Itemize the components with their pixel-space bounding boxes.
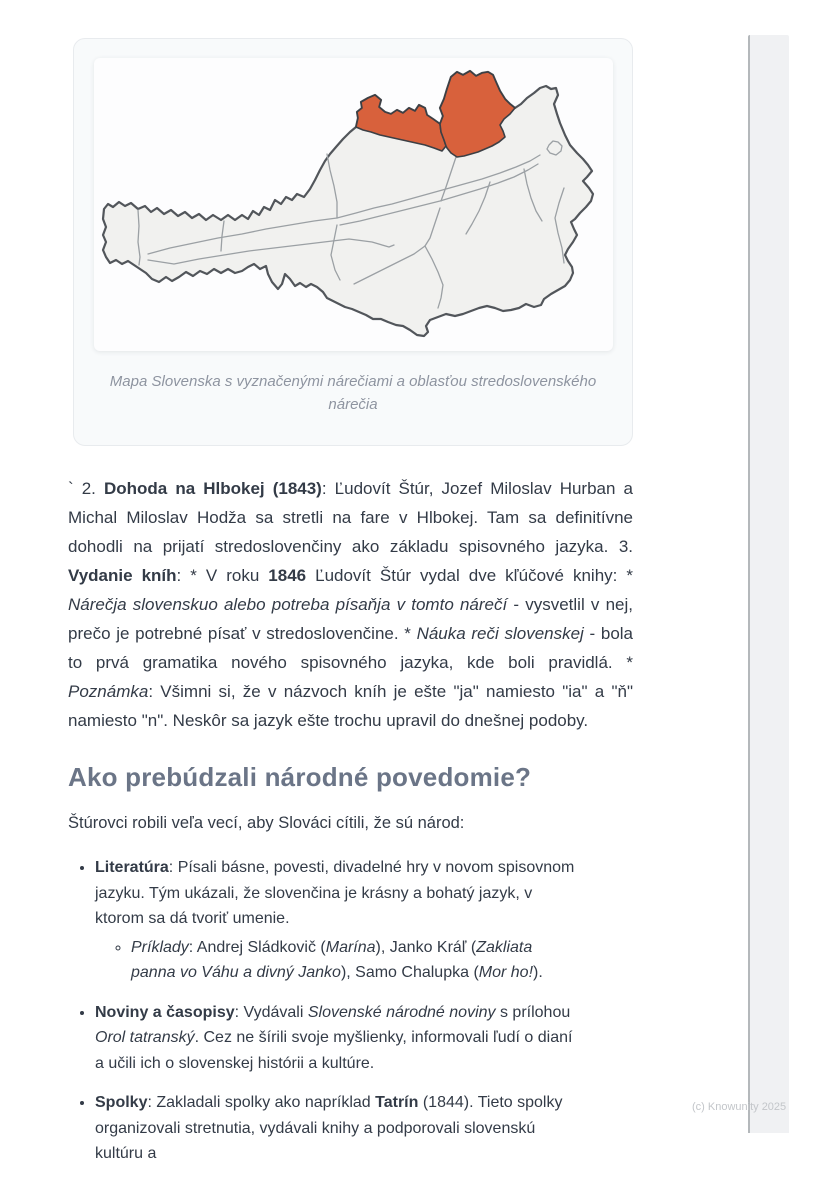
list-item-text: Spolky: Zakladali spolky ako napríklad Tatrín (1844). Tieto spolky organizovali stretnutia, vydávali knihy a podporovali slovenskú kultúru a	[95, 1094, 563, 1162]
list-subitem-text: Príklady: Andrej Sládkovič (Marína), Janko Kráľ (Zakliata panna vo Váhu a divný Janko), Samo Chalupka (Mor ho!).	[131, 938, 543, 981]
map-caption: Mapa Slovenska s vyznačenými nárečiami a oblasťou stredoslovenského nárečia	[109, 373, 597, 413]
section-heading: Ako prebúdzali národné povedomie?	[68, 762, 532, 792]
list-item-text: Noviny a časopisy: Vydávali Slovenské národné noviny s prílohou Orol tatranský. Cez ne šírili svoje myšlienky, informovali ľudí o dianí a učili ich o slovenskej histórii a kultúre.	[95, 1003, 573, 1072]
austria-dialect-map	[94, 58, 613, 351]
list-subitem-priklady	[131, 935, 577, 986]
page-edge-scrollbar[interactable]	[748, 35, 789, 1133]
article-content	[68, 474, 633, 1181]
map-figure-card	[73, 38, 633, 446]
map-country-outline	[103, 71, 593, 336]
list-item-noviny	[95, 1000, 577, 1077]
intro-paragraph: Štúrovci robili veľa vecí, aby Slováci cítili, že sú národ:	[68, 814, 465, 832]
list-item-spolky	[95, 1090, 577, 1167]
activities-list	[68, 855, 633, 1167]
map-image-panel	[94, 58, 613, 351]
copyright-watermark: (c) Knowunity 2025	[692, 1101, 787, 1113]
list-item-literatura	[95, 855, 577, 986]
examples-sublist	[95, 935, 577, 986]
paragraph-stur-books: ` 2. Dohoda na Hlbokej (1843): Ľudovít Štúr, Jozef Miloslav Hurban a Michal Miloslav Hodža sa stretli na fare v Hlbokej. Tam sa definitívne dohodli na prijatí stredoslovenčiny ako základu spisovného jazyka. 3. Vydanie kníh: * V roku 1846 Ľudovít Štúr vydal dve kľúčové knihy: * Nárečja slovenskuo alebo potreba písaňja v tomto nárečí - vysvetlil v nej, prečo je potrebné písať v stredoslovenčine. * Náuka reči slovenskej - bola to prvá gramatika nového spisovného jazyka, kde boli pravidlá. * Poznámka: Všimni si, že v názvoch kníh je ešte "ja" namiesto "ia" a "ň" namiesto "n". Neskôr sa jazyk ešte trochu upravil do dnešnej podoby.	[68, 479, 634, 730]
list-item-text: Literatúra: Písali básne, povesti, divadelné hry v novom spisovnom jazyku. Tým ukázali, že slovenčina je krásny a bohatý jazyk, v ktorom sa dá tvoriť umenie.	[95, 859, 575, 927]
